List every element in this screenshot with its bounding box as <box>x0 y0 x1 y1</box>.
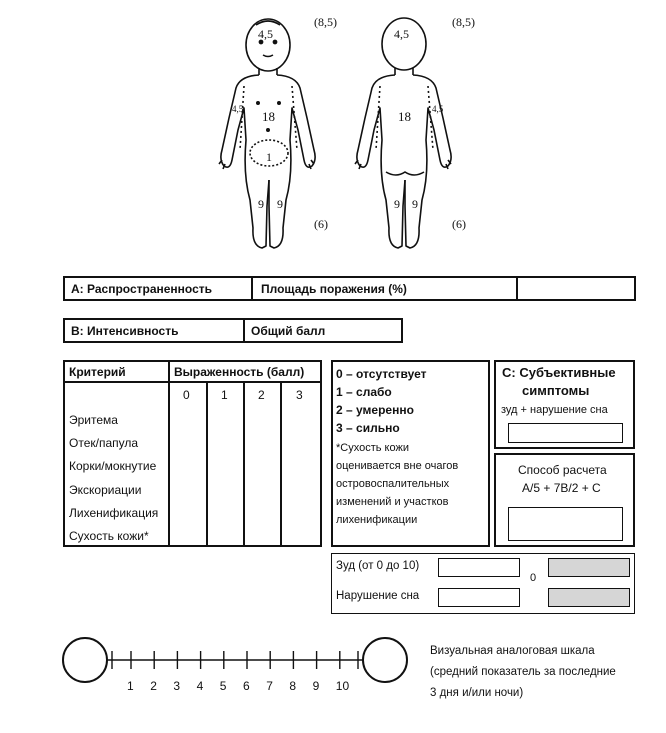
front-leg-right-value: 9 <box>277 197 283 211</box>
criterion-row: Корки/мокнутие <box>69 459 157 473</box>
section-c-title: C: Субъективные <box>502 365 616 380</box>
calc-box <box>494 453 635 547</box>
back-leg-right-value: 9 <box>412 197 418 211</box>
criterion-row: Сухость кожи* <box>69 529 149 543</box>
front-head-extra: (8,5) <box>314 15 337 29</box>
criterion-row: Отек/папула <box>69 436 139 450</box>
score-label: Общий балл <box>251 324 326 338</box>
front-trunk-value: 18 <box>262 109 275 124</box>
body-figures <box>0 0 666 260</box>
calc-result-input[interactable] <box>508 507 623 541</box>
vas-tick-label: 3 <box>173 679 181 693</box>
section-c-subtitle: зуд + нарушение сна <box>501 404 608 416</box>
sleep-label: Нарушение сна <box>336 590 420 602</box>
area-value-field[interactable] <box>521 278 633 299</box>
back-head-extra: (8,5) <box>452 15 475 29</box>
itch-label: Зуд (от 0 до 10) <box>336 560 420 572</box>
score-col-0: 0 <box>183 388 190 402</box>
vas-tick-label: 5 <box>219 679 227 693</box>
legend-3: 3 – сильно <box>336 421 400 435</box>
calc-title: Способ расчета <box>518 463 607 477</box>
back-leg-extra: (6) <box>452 217 466 231</box>
criterion-row: Лихенификация <box>69 506 159 520</box>
front-leg-extra: (6) <box>314 217 328 231</box>
vas-tick-label: 10 <box>335 679 350 693</box>
back-arm-value: 4,5 <box>432 104 444 114</box>
area-label: Площадь поражения (%) <box>261 282 407 296</box>
front-genital-value: 1 <box>266 150 272 164</box>
itch-result <box>548 558 630 577</box>
front-arm-value: 4,5 <box>232 104 244 114</box>
section-a-row <box>63 276 636 301</box>
calc-formula: A/5 + 7B/2 + C <box>522 481 601 495</box>
vas-tick-label: 9 <box>312 679 320 693</box>
score-value-field[interactable] <box>345 320 400 341</box>
vas-tick-label: 8 <box>289 679 297 693</box>
front-figure <box>219 19 315 248</box>
vas-right-circle <box>363 638 407 682</box>
middle-value: 0 <box>530 572 537 584</box>
vas-caption: Визуальная аналоговая шкала (средний показатель за последние 3 дня и/или ночи) <box>430 645 616 699</box>
section-b-row <box>63 318 403 343</box>
score-col-1: 1 <box>221 388 228 402</box>
legend-1: 1 – слабо <box>336 385 392 399</box>
subjective-box <box>331 553 635 614</box>
back-trunk-value: 18 <box>398 109 411 124</box>
legend-0: 0 – отсутствует <box>336 367 427 381</box>
front-leg-left-value: 9 <box>258 197 264 211</box>
vas-left-circle <box>63 638 107 682</box>
criteria-table <box>63 360 322 547</box>
section-b-label: B: Интенсивность <box>71 324 179 338</box>
vas-tick-label: 2 <box>150 679 157 693</box>
back-figure <box>355 18 451 248</box>
vas-tick-label: 1 <box>127 679 134 693</box>
sleep-input[interactable] <box>438 588 520 607</box>
vas-scale <box>0 630 420 700</box>
front-head-value: 4,5 <box>258 27 273 41</box>
back-leg-left-value: 9 <box>394 197 400 211</box>
section-c-title-2: симптомы <box>522 383 590 398</box>
criterion-header: Критерий <box>69 365 126 379</box>
legend-box <box>331 360 490 547</box>
vas-tick-label: 7 <box>266 679 273 693</box>
legend-2: 2 – умеренно <box>336 403 414 417</box>
legend-note: *Сухость кожи оценивается вне очагов островоспалительных изменений и участков лихенификации <box>336 442 459 526</box>
sleep-result <box>548 588 630 607</box>
criterion-row: Экскориации <box>69 483 142 497</box>
section-a-label: A: Распространенность <box>71 282 213 296</box>
section-c-box <box>494 360 635 449</box>
score-col-3: 3 <box>296 388 303 402</box>
vas-tick-label: 6 <box>243 679 250 693</box>
vas-tick-label: 4 <box>196 679 204 693</box>
back-head-value: 4,5 <box>394 27 409 41</box>
criterion-row: Эритема <box>69 413 118 427</box>
itch-input[interactable] <box>438 558 520 577</box>
severity-header: Выраженность (балл) <box>174 365 305 379</box>
score-col-2: 2 <box>258 388 265 402</box>
section-c-input[interactable] <box>508 423 623 443</box>
